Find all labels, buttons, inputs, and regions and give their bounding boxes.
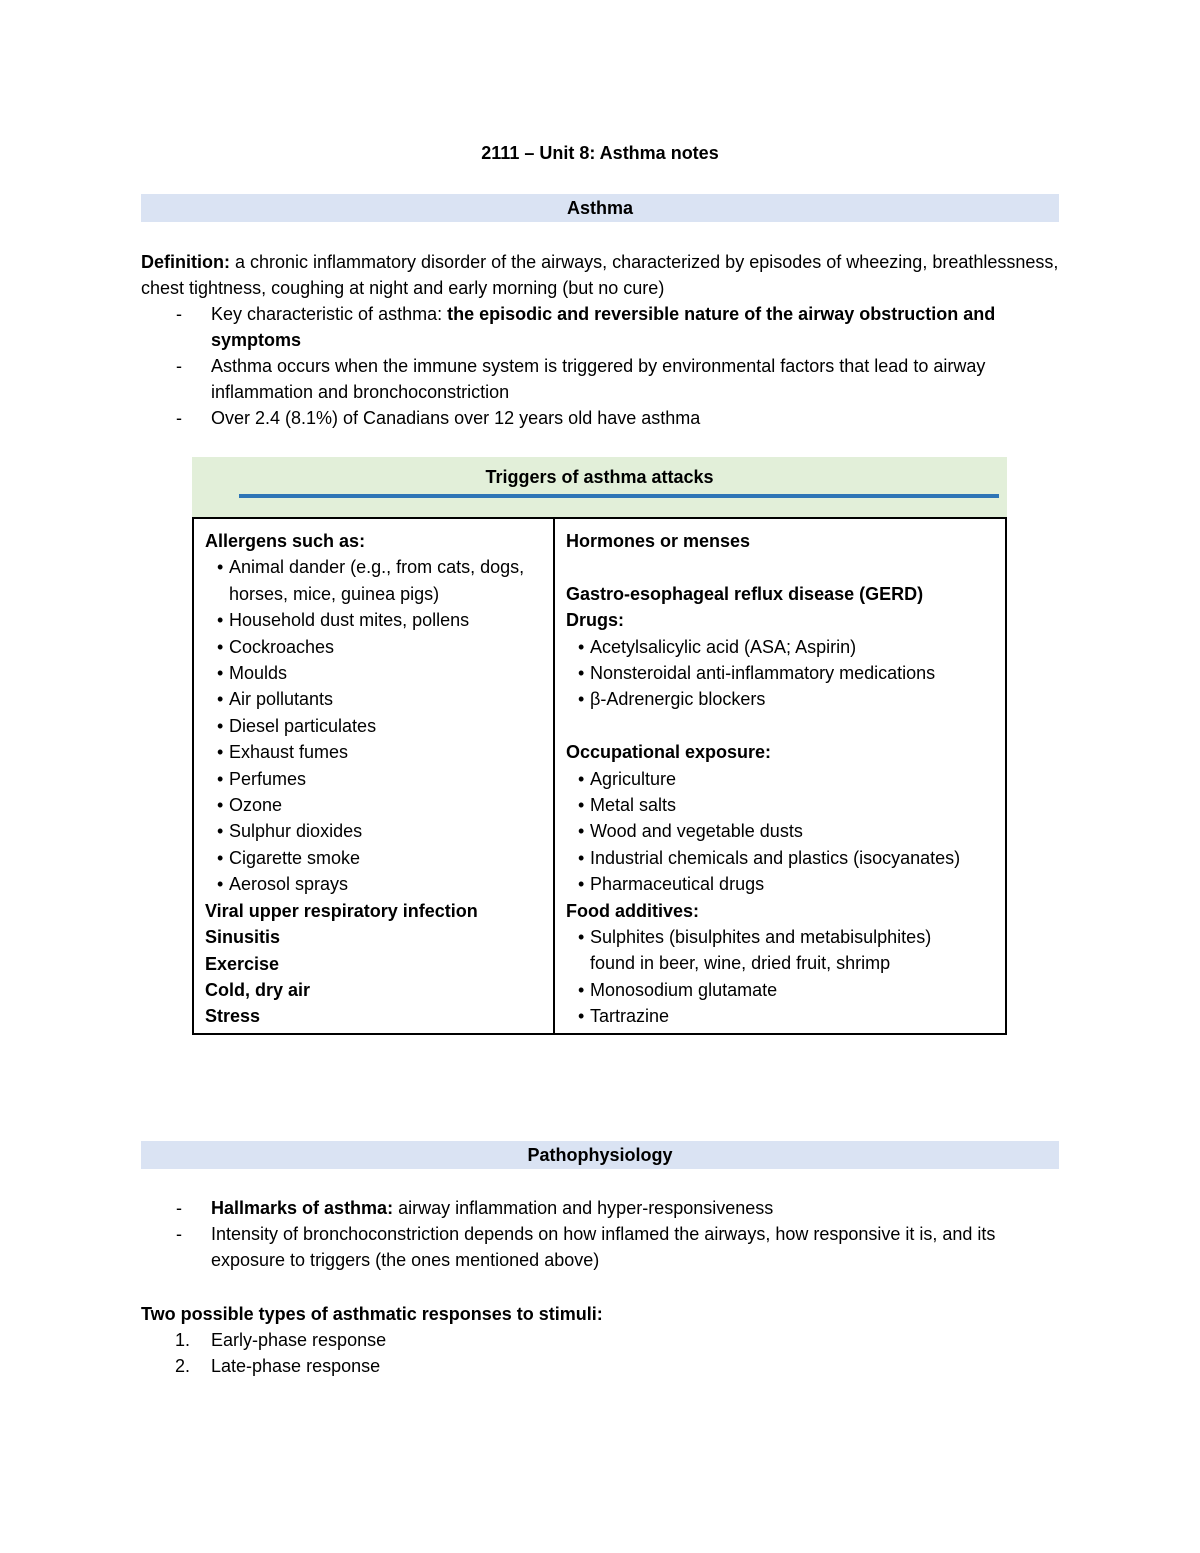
- allergen-item: Air pollutants: [229, 689, 334, 710]
- spacer: [566, 554, 1007, 580]
- bullet-marker: •: [217, 768, 224, 789]
- asthma-bullet-list: [141, 301, 1059, 431]
- triggers-divider: [239, 494, 999, 498]
- triggers-title: Triggers of asthma attacks: [485, 467, 714, 487]
- occupational-item: Wood and vegetable dusts: [590, 821, 803, 842]
- list-number: 1.: [175, 1330, 191, 1350]
- definition-text: a chronic inflammatory disorder of the airways, characterized by episodes of wheezing, breathlessness, chest tightness, coughing at night and early morning (but no cure): [141, 252, 1059, 298]
- bullet-marker: •: [217, 821, 224, 842]
- triggers-header: [192, 457, 1007, 517]
- bullet-marker: •: [217, 874, 224, 895]
- food-item: Tartrazine: [590, 1006, 670, 1027]
- allergen-item: Cigarette smoke: [229, 847, 361, 868]
- dash-marker: -: [176, 304, 182, 324]
- bullet-bold-text: Hallmarks of asthma:: [211, 1198, 394, 1218]
- list-item: [566, 660, 1007, 686]
- allergen-item: Sulphur dioxides: [229, 821, 363, 842]
- response-type-text: Late-phase response: [211, 1356, 381, 1376]
- food-item: Sulphites (bisulphites and metabisulphites) found in beer, wine, dried fruit, shrimp: [590, 927, 932, 974]
- triggers-table: [192, 517, 1007, 1035]
- trigger-item: Stress: [205, 1006, 261, 1027]
- bullet-marker: •: [217, 689, 224, 710]
- occupational-label: Occupational exposure:: [566, 742, 772, 763]
- list-item: [205, 634, 553, 660]
- food-item: Monosodium glutamate: [590, 979, 778, 1000]
- bullet-text: Asthma occurs when the immune system is triggered by environmental factors that lead to airway inflammation and bronchoconstriction: [211, 356, 986, 402]
- list-item: [205, 871, 553, 897]
- list-item: [141, 1327, 1059, 1353]
- bullet-prefix: Key characteristic of asthma:: [211, 304, 448, 324]
- list-item: [566, 871, 1007, 897]
- list-item: [205, 766, 553, 792]
- drug-item: Acetylsalicylic acid (ASA; Aspirin): [590, 636, 857, 657]
- allergen-item: Household dust mites, pollens: [229, 610, 470, 631]
- dash-marker: -: [176, 1224, 182, 1244]
- list-item: [566, 686, 1007, 712]
- bullet-marker: •: [578, 636, 585, 657]
- list-item: [566, 634, 1007, 660]
- list-number: 2.: [175, 1356, 191, 1376]
- allergen-item: Exhaust fumes: [229, 742, 349, 763]
- occupational-item: Pharmaceutical drugs: [590, 874, 765, 895]
- bullet-text: airway inflammation and hyper-responsiveness: [393, 1198, 774, 1218]
- bullet-marker: •: [217, 795, 224, 816]
- triggers-left-column: [194, 519, 555, 1033]
- list-item: [205, 607, 553, 633]
- list-item: [566, 924, 980, 977]
- bullet-marker: •: [217, 715, 224, 736]
- list-item: [205, 739, 553, 765]
- hormones-label: Hormones or menses: [566, 531, 751, 551]
- allergen-item: Aerosol sprays: [229, 874, 349, 895]
- occupational-item: Metal salts: [590, 795, 677, 816]
- bullet-marker: •: [217, 742, 224, 763]
- trigger-item: Cold, dry air: [205, 979, 311, 1000]
- response-type-text: Early-phase response: [211, 1330, 387, 1350]
- bullet-marker: •: [578, 1006, 585, 1027]
- list-item: [205, 554, 529, 607]
- list-item: [205, 660, 553, 686]
- dash-marker: -: [176, 1198, 182, 1218]
- spacer: [566, 713, 1007, 739]
- bullet-marker: •: [578, 821, 585, 842]
- occupational-item: Agriculture: [590, 768, 677, 789]
- allergen-item: Cockroaches: [229, 636, 335, 657]
- drug-item: β-Adrenergic blockers: [590, 689, 766, 710]
- gerd-label: Gastro-esophageal reflux disease (GERD): [566, 583, 924, 604]
- bullet-marker: •: [578, 874, 585, 895]
- patho-bullet-list: [141, 1195, 1059, 1273]
- list-item: [566, 818, 1007, 844]
- document-title: 2111 – Unit 8: Asthma notes: [481, 143, 719, 163]
- list-item: [566, 1003, 1007, 1029]
- list-item: [141, 1353, 1059, 1379]
- section-heading-pathophysiology: Pathophysiology: [141, 1141, 1059, 1169]
- list-item: [141, 353, 1059, 405]
- bullet-marker: •: [217, 557, 224, 578]
- bullet-marker: •: [578, 663, 585, 684]
- list-item: [141, 301, 1059, 353]
- bullet-text: Intensity of bronchoconstriction depends on how inflamed the airways, how responsive it is, and its exposure to triggers (the ones mentioned above): [211, 1224, 996, 1270]
- bullet-marker: •: [578, 927, 585, 948]
- dash-marker: -: [176, 356, 182, 376]
- allergen-item: Diesel particulates: [229, 715, 377, 736]
- bullet-marker: •: [217, 610, 224, 631]
- trigger-item: Sinusitis: [205, 927, 281, 948]
- allergens-label: Allergens such as:: [205, 531, 366, 551]
- bullet-marker: •: [578, 689, 585, 710]
- list-item: [566, 766, 1007, 792]
- list-item: [205, 686, 553, 712]
- response-types-label: Two possible types of asthmatic responses to stimuli:: [141, 1304, 603, 1324]
- bullet-marker: •: [578, 795, 585, 816]
- triggers-right-column: [555, 519, 1007, 1033]
- bullet-bold-text: the episodic and reversible nature of the airway obstruction and symptoms: [211, 304, 996, 350]
- bullet-marker: •: [578, 768, 585, 789]
- allergen-item: Animal dander (e.g., from cats, dogs, horses, mice, guinea pigs): [229, 557, 525, 604]
- bullet-marker: •: [217, 847, 224, 868]
- definition-label: Definition:: [141, 252, 230, 272]
- bullet-text: Over 2.4 (8.1%) of Canadians over 12 years old have asthma: [211, 408, 701, 428]
- food-label: Food additives:: [566, 900, 700, 921]
- bullet-marker: •: [578, 847, 585, 868]
- list-item: [205, 818, 553, 844]
- trigger-item: Viral upper respiratory infection: [205, 900, 478, 921]
- bullet-marker: •: [217, 663, 224, 684]
- bullet-marker: •: [217, 636, 224, 657]
- bullet-marker: •: [578, 979, 585, 1000]
- trigger-item: Exercise: [205, 953, 280, 974]
- list-item: [205, 792, 553, 818]
- section-heading-asthma: Asthma: [141, 194, 1059, 222]
- list-item: [566, 977, 1007, 1003]
- response-types-list: [141, 1327, 1059, 1379]
- allergen-item: Perfumes: [229, 768, 307, 789]
- definition-paragraph: [141, 249, 1059, 301]
- list-item: [566, 845, 1007, 871]
- list-item: [141, 405, 1059, 431]
- drug-item: Nonsteroidal anti-inflammatory medications: [590, 663, 936, 684]
- list-item: [205, 713, 553, 739]
- list-item: [141, 1221, 1059, 1273]
- list-item: [205, 845, 553, 871]
- allergen-item: Moulds: [229, 663, 288, 684]
- list-item: [566, 792, 1007, 818]
- allergen-item: Ozone: [229, 795, 283, 816]
- occupational-item: Industrial chemicals and plastics (isocyanates): [590, 847, 961, 868]
- drugs-label: Drugs:: [566, 610, 624, 631]
- list-item: [141, 1195, 1059, 1221]
- dash-marker: -: [176, 408, 182, 428]
